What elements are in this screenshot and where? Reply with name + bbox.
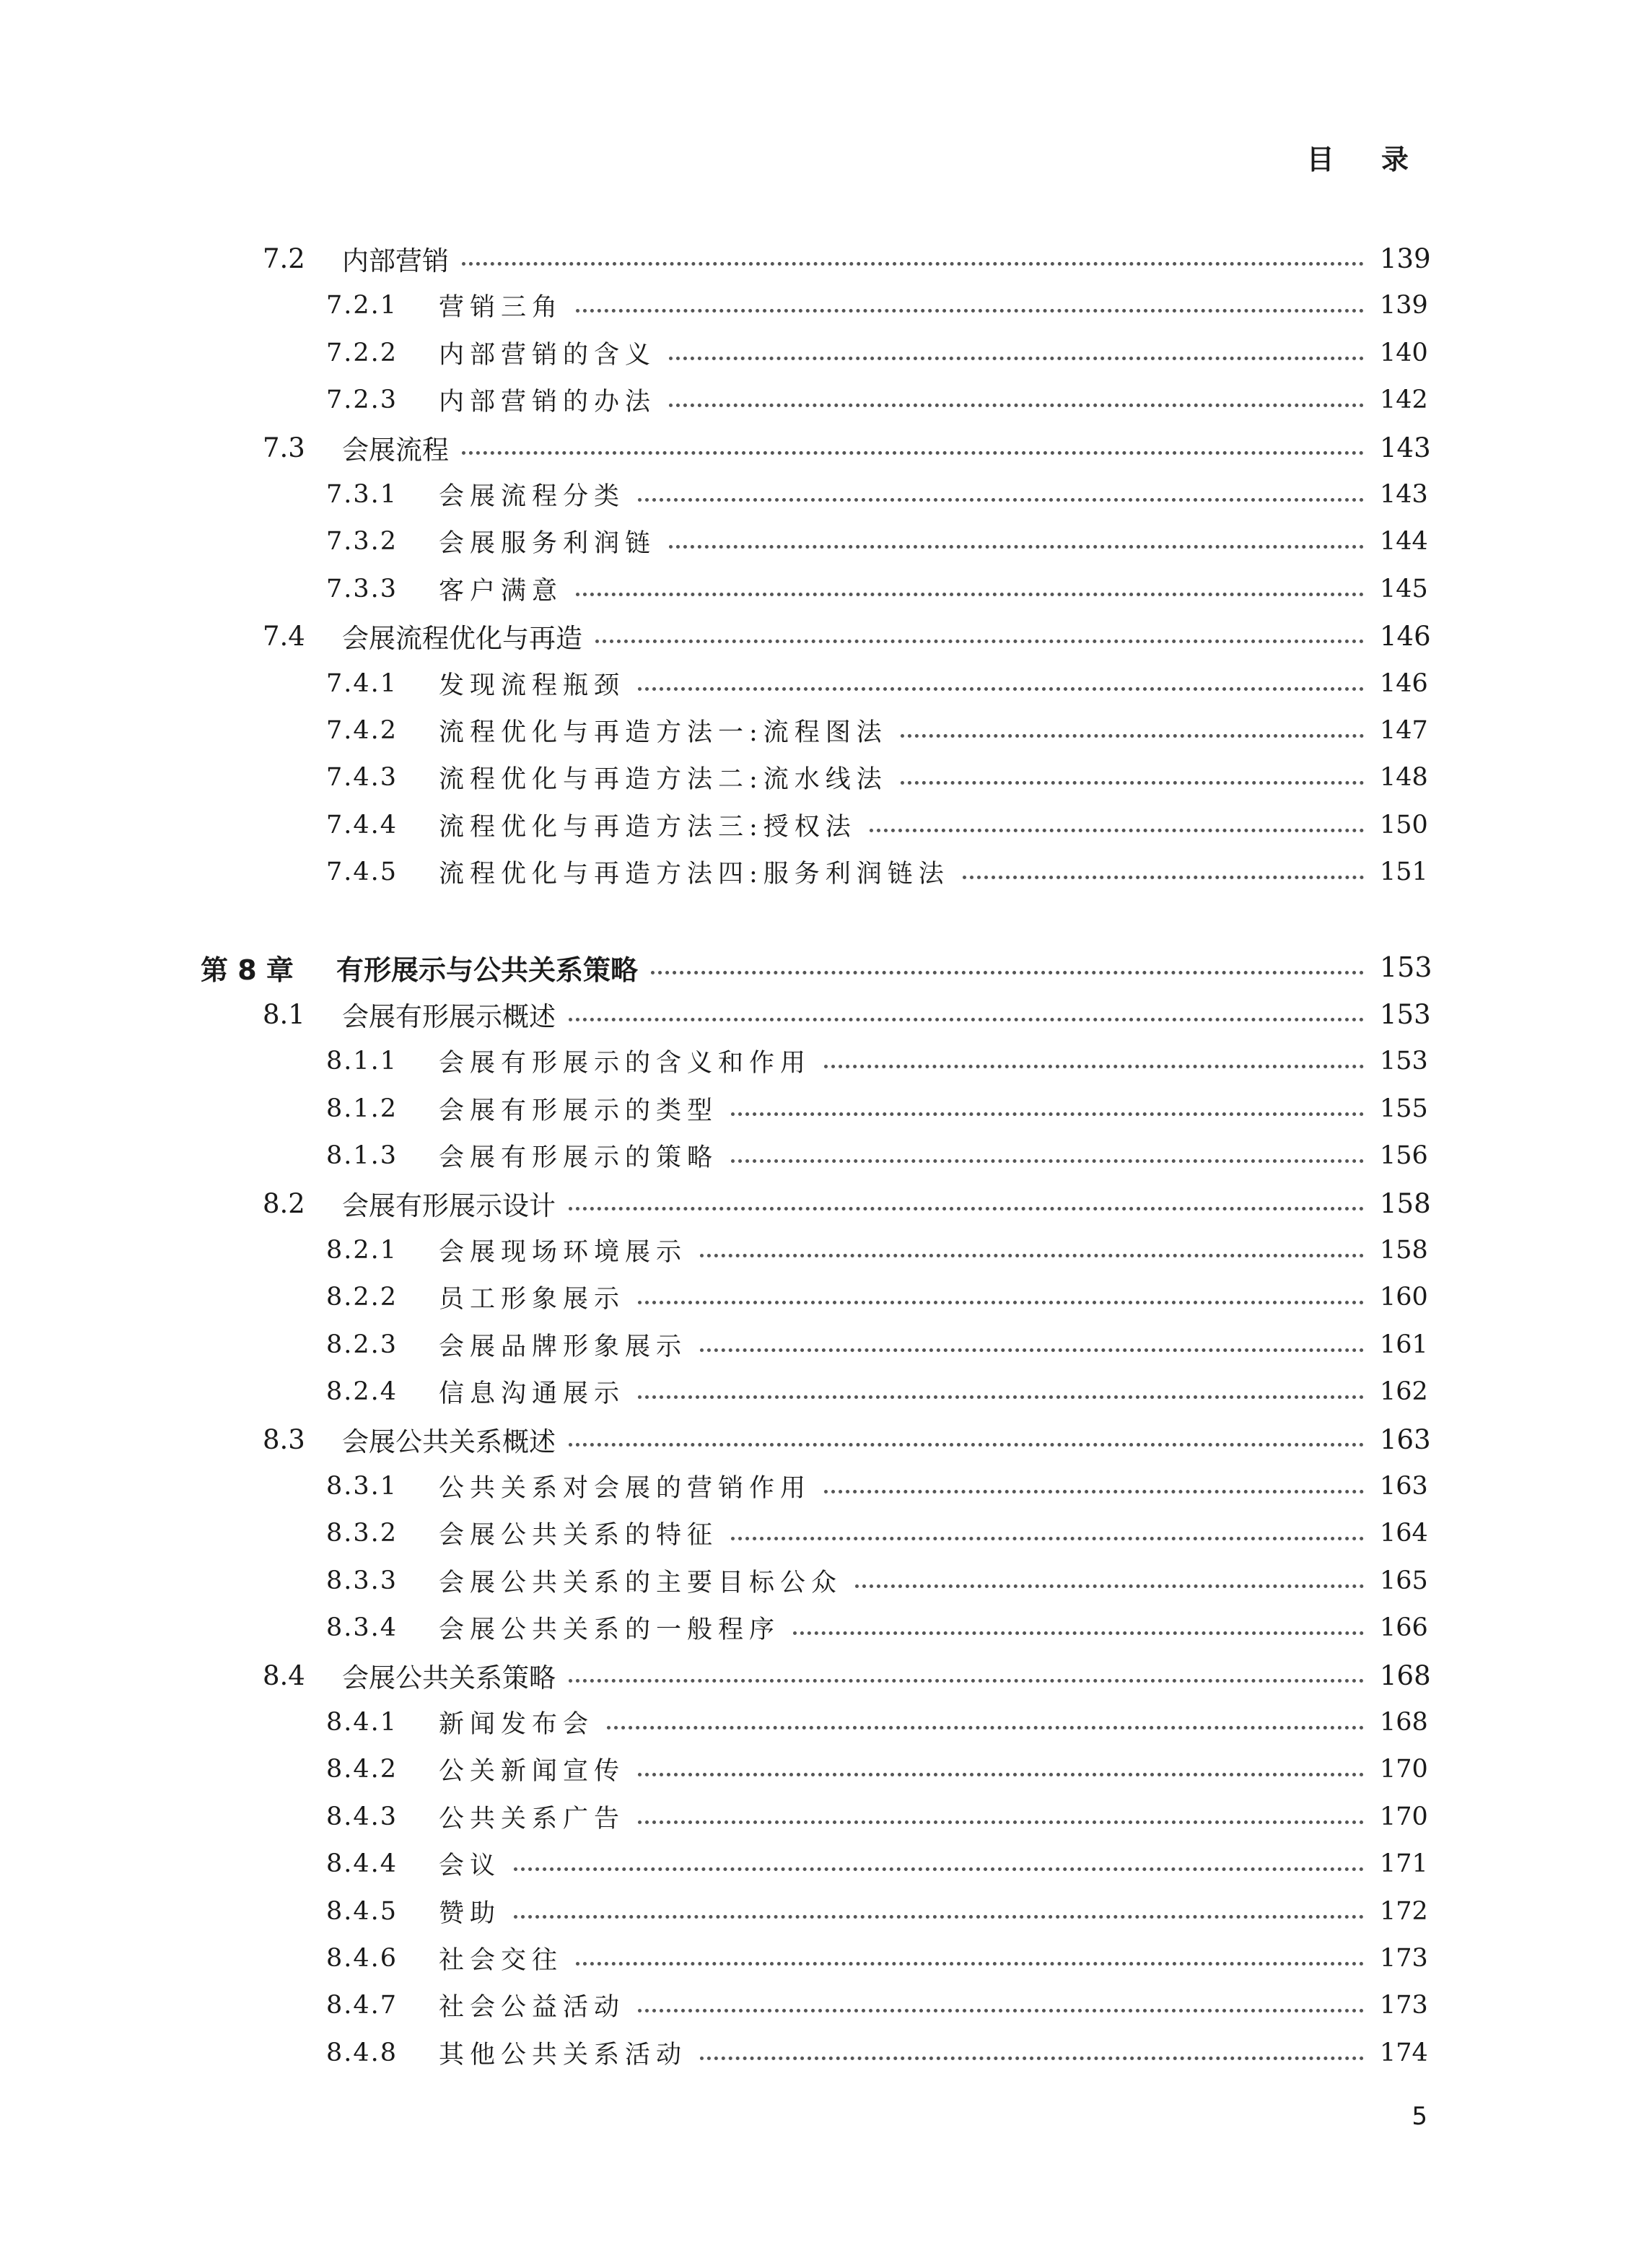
- toc-entry-number: 8.2.2: [326, 1283, 398, 1312]
- toc-dot-leader: [595, 640, 1364, 643]
- toc-section-entry[interactable]: [0, 614, 1628, 658]
- toc-subsection-entry[interactable]: [0, 850, 1628, 894]
- toc-entry-number: 7.2.3: [326, 385, 398, 414]
- toc-dot-leader: [669, 404, 1364, 407]
- toc-entry-page: 142: [1380, 385, 1428, 414]
- toc-entry-number: 8.4.7: [326, 1991, 398, 2020]
- toc-entry-title: 会展有形展示的类型: [439, 1096, 719, 1125]
- toc-entry-title: 会展公共关系的主要目标公众: [439, 1569, 843, 1597]
- toc-subsection-entry[interactable]: [0, 1701, 1628, 1744]
- toc-subsection-entry[interactable]: [0, 1134, 1628, 1177]
- toc-entry-page: 143: [1380, 432, 1431, 463]
- toc-dot-leader: [901, 734, 1364, 738]
- toc-entry-page: 162: [1380, 1377, 1428, 1406]
- toc-entry-number: 8.3: [263, 1423, 305, 1455]
- toc-entry-number: 8.4.8: [326, 2038, 398, 2067]
- toc-entry-page: 146: [1380, 620, 1431, 652]
- toc-entry-page: 173: [1380, 1991, 1428, 2020]
- toc-entry-title: 流程优化与再造方法二:流水线法: [439, 765, 888, 794]
- toc-entry-page: 161: [1380, 1330, 1428, 1359]
- toc-entry-title: 会展现场环境展示: [439, 1238, 688, 1267]
- toc-entry-title: 其他公共关系活动: [439, 2041, 688, 2069]
- toc-dot-leader: [793, 1631, 1364, 1635]
- toc-entry-title: 会展有形展示的含义和作用: [439, 1049, 812, 1078]
- toc-entry-page: 158: [1380, 1236, 1428, 1265]
- toc-subsection-entry[interactable]: [0, 1748, 1628, 1791]
- toc-subsection-entry[interactable]: [0, 1370, 1628, 1413]
- toc-dot-leader: [731, 1112, 1364, 1116]
- toc-entry-title: 公共关系广告: [439, 1805, 626, 1833]
- toc-dot-leader: [569, 1207, 1364, 1211]
- toc-entry-page: 146: [1380, 669, 1428, 698]
- toc-subsection-entry[interactable]: [0, 1984, 1628, 2027]
- toc-entry-number: 8.1: [263, 998, 305, 1030]
- toc-entry-number: 8.1.2: [326, 1094, 398, 1123]
- toc-dot-leader: [576, 593, 1364, 596]
- toc-entry-title: 会展流程: [342, 435, 449, 466]
- toc-entry-page: 140: [1380, 339, 1428, 367]
- toc-entry-title: 流程优化与再造方法三:授权法: [439, 813, 857, 842]
- toc-entry-number: 7.4: [263, 620, 305, 652]
- toc-dot-leader: [700, 2057, 1364, 2060]
- toc-entry-title: 公关新闻宣传: [439, 1757, 626, 1786]
- toc-entry-page: 155: [1380, 1094, 1428, 1123]
- toc-subsection-entry[interactable]: [0, 1323, 1628, 1366]
- toc-entry-page: 151: [1380, 858, 1428, 886]
- toc-entry-number: 7.4.1: [326, 669, 398, 698]
- toc-section-entry[interactable]: [0, 1654, 1628, 1697]
- toc-entry-page: 150: [1380, 811, 1428, 839]
- toc-entry-number: 7.3: [263, 432, 305, 463]
- toc-entry-page: 153: [1380, 951, 1432, 983]
- toc-entry-title: 会展流程分类: [439, 482, 626, 511]
- toc-entry-page: 160: [1380, 1283, 1428, 1312]
- toc-entry-title: 内部营销的含义: [439, 341, 657, 370]
- toc-entry-page: 168: [1380, 1708, 1428, 1737]
- page-header-title: 目 录: [1306, 144, 1427, 175]
- toc-entry-title: 新闻发布会: [439, 1710, 595, 1739]
- toc-entry-page: 148: [1380, 763, 1428, 792]
- toc-dot-leader: [569, 1679, 1364, 1683]
- toc-entry-number: 8.4: [263, 1659, 305, 1691]
- toc-subsection-entry[interactable]: [0, 1087, 1628, 1130]
- toc-entry-page: 170: [1380, 1802, 1428, 1831]
- toc-entry-number: 8.3.4: [326, 1613, 398, 1642]
- toc-dot-leader: [638, 2009, 1364, 2012]
- toc-subsection-entry[interactable]: [0, 1559, 1628, 1602]
- toc-dot-leader: [462, 451, 1364, 455]
- toc-entry-number: 8.2: [263, 1187, 305, 1219]
- toc-subsection-entry[interactable]: [0, 709, 1628, 752]
- toc-entry-number: 8.2.1: [326, 1236, 398, 1265]
- toc-dot-leader: [638, 1820, 1364, 1824]
- toc-dot-leader: [569, 1018, 1364, 1021]
- toc-subsection-entry[interactable]: [0, 1606, 1628, 1649]
- toc-entry-page: 165: [1380, 1566, 1428, 1595]
- toc-subsection-entry[interactable]: [0, 520, 1628, 563]
- toc-entry-number: 8.4.5: [326, 1897, 398, 1926]
- toc-dot-leader: [870, 829, 1364, 832]
- toc-dot-leader: [638, 1395, 1364, 1399]
- toc-entry-page: 173: [1380, 1944, 1428, 1973]
- toc-entry-page: 145: [1380, 575, 1428, 603]
- toc-entry-page: 156: [1380, 1141, 1428, 1170]
- toc-dot-leader: [576, 309, 1364, 313]
- toc-entry-number: 7.3.1: [326, 480, 398, 509]
- toc-dot-leader: [514, 1915, 1364, 1919]
- toc-subsection-entry[interactable]: [0, 662, 1628, 705]
- toc-entry-number: 8.3.3: [326, 1566, 398, 1595]
- toc-entry-number: 8.4.6: [326, 1944, 398, 1973]
- toc-entry-title: 社会公益活动: [439, 1993, 626, 2022]
- toc-section-entry[interactable]: [0, 1418, 1628, 1461]
- toc-section-entry[interactable]: [0, 426, 1628, 469]
- toc-entry-title: 会展有形展示概述: [342, 1001, 556, 1032]
- toc-entry-page: 153: [1380, 998, 1431, 1030]
- toc-subsection-entry[interactable]: [0, 756, 1628, 799]
- toc-entry-title: 员工形象展示: [439, 1285, 626, 1314]
- toc-dot-leader: [462, 262, 1364, 266]
- toc-entry-number: 7.2: [263, 243, 305, 274]
- toc-entry-number: 7.2.2: [326, 339, 398, 367]
- toc-dot-leader: [824, 1490, 1364, 1493]
- toc-subsection-entry[interactable]: [0, 331, 1628, 375]
- toc-entry-title: 公共关系对会展的营销作用: [439, 1474, 812, 1503]
- toc-dot-leader: [576, 1962, 1364, 1966]
- toc-dot-leader: [731, 1159, 1364, 1163]
- toc-entry-title: 会议: [439, 1852, 502, 1880]
- toc-section-entry[interactable]: [0, 1182, 1628, 1225]
- toc-entry-number: 8.3.1: [326, 1472, 398, 1501]
- toc-entry-page: 170: [1380, 1755, 1428, 1784]
- toc-chapter-entry[interactable]: [0, 946, 1628, 989]
- toc-subsection-entry[interactable]: [0, 1842, 1628, 1885]
- toc-entry-page: 153: [1380, 1047, 1428, 1076]
- toc-subsection-entry[interactable]: [0, 1890, 1628, 1933]
- toc-entry-page: 172: [1380, 1897, 1428, 1926]
- toc-dot-leader: [700, 1348, 1364, 1352]
- toc-entry-title: 会展公共关系的特征: [439, 1521, 719, 1550]
- toc-subsection-entry[interactable]: [0, 473, 1628, 516]
- toc-entry-page: 158: [1380, 1187, 1431, 1219]
- toc-dot-leader: [607, 1726, 1364, 1730]
- toc-dot-leader: [855, 1584, 1364, 1588]
- toc-subsection-entry[interactable]: [0, 2031, 1628, 2075]
- toc-entry-title: 会展流程优化与再造: [342, 623, 582, 654]
- toc-entry-page: 143: [1380, 480, 1428, 509]
- toc-entry-title: 会展公共关系的一般程序: [439, 1615, 781, 1644]
- toc-entry-page: 144: [1380, 527, 1428, 556]
- toc-entry-title: 发现流程瓶颈: [439, 671, 626, 700]
- toc-subsection-entry[interactable]: [0, 284, 1628, 327]
- toc-entry-page: 163: [1380, 1472, 1428, 1501]
- toc-subsection-entry[interactable]: [0, 803, 1628, 847]
- toc-entry-number: 7.2.1: [326, 291, 398, 320]
- toc-dot-leader: [638, 687, 1364, 691]
- toc-entry-number: 7.4.5: [326, 858, 398, 886]
- toc-entry-title: 会展有形展示设计: [342, 1190, 556, 1221]
- toc-entry-title: 流程优化与再造方法一:流程图法: [439, 718, 888, 747]
- toc-dot-leader: [638, 1301, 1364, 1304]
- toc-entry-page: 139: [1380, 243, 1431, 274]
- toc-dot-leader: [514, 1867, 1364, 1871]
- toc-subsection-entry[interactable]: [0, 1937, 1628, 1980]
- toc-entry-page: 147: [1380, 716, 1428, 745]
- toc-entry-page: 166: [1380, 1613, 1428, 1642]
- toc-dot-leader: [731, 1537, 1364, 1540]
- toc-entry-title: 客户满意: [439, 577, 564, 606]
- toc-subsection-entry[interactable]: [0, 1275, 1628, 1319]
- toc-entry-title: 赞助: [439, 1899, 502, 1928]
- toc-entry-title: 社会交往: [439, 1946, 564, 1975]
- toc-entry-title: 会展服务利润链: [439, 529, 657, 558]
- toc-dot-leader: [963, 876, 1364, 879]
- toc-entry-title: 会展有形展示的策略: [439, 1143, 719, 1172]
- toc-entry-page: 139: [1380, 291, 1428, 320]
- toc-dot-leader: [824, 1065, 1364, 1068]
- toc-dot-leader: [638, 498, 1364, 502]
- toc-entry-number: 8.4.2: [326, 1755, 398, 1784]
- toc-subsection-entry[interactable]: [0, 567, 1628, 611]
- toc-subsection-entry[interactable]: [0, 1512, 1628, 1555]
- toc-entry-page: 171: [1380, 1849, 1428, 1878]
- toc-entry-title: 流程优化与再造方法四:服务利润链法: [439, 860, 950, 889]
- toc-entry-number: 8.3.2: [326, 1519, 398, 1548]
- toc-entry-number: 8.1.3: [326, 1141, 398, 1170]
- toc-subsection-entry[interactable]: [0, 1465, 1628, 1508]
- toc-entry-title: 营销三角: [439, 293, 564, 322]
- toc-entry-page: 174: [1380, 2038, 1428, 2067]
- toc-entry-title: 会展公共关系策略: [342, 1662, 556, 1693]
- toc-entry-number: 第 8 章: [201, 954, 294, 986]
- toc-entry-number: 7.4.3: [326, 763, 398, 792]
- toc-entry-title: 内部营销: [342, 245, 449, 276]
- toc-section-entry[interactable]: [0, 993, 1628, 1036]
- toc-entry-number: 8.4.4: [326, 1849, 398, 1878]
- toc-entry-number: 8.2.4: [326, 1377, 398, 1406]
- toc-dot-leader: [669, 545, 1364, 549]
- toc-entry-title: 内部营销的办法: [439, 388, 657, 416]
- toc-entry-title: 信息沟通展示: [439, 1379, 626, 1408]
- toc-entry-number: 8.2.3: [326, 1330, 398, 1359]
- toc-entry-page: 164: [1380, 1519, 1428, 1548]
- toc-subsection-entry[interactable]: [0, 1039, 1628, 1083]
- toc-entry-number: 8.4.1: [326, 1708, 398, 1737]
- toc-entry-title: 有形展示与公共关系策略: [336, 954, 639, 986]
- toc-entry-number: 7.4.2: [326, 716, 398, 745]
- toc-entry-page: 168: [1380, 1659, 1431, 1691]
- toc-subsection-entry[interactable]: [0, 1229, 1628, 1272]
- toc-entry-number: 8.4.3: [326, 1802, 398, 1831]
- toc-entry-number: 8.1.1: [326, 1047, 398, 1076]
- toc-dot-leader: [700, 1254, 1364, 1257]
- toc-entry-page: 163: [1380, 1423, 1431, 1455]
- toc-dot-leader: [901, 781, 1364, 785]
- toc-entry-number: 7.3.2: [326, 527, 398, 556]
- toc-dot-leader: [638, 1773, 1364, 1776]
- toc-subsection-entry[interactable]: [0, 378, 1628, 422]
- toc-entry-number: 7.4.4: [326, 811, 398, 839]
- toc-entry-number: 7.3.3: [326, 575, 398, 603]
- toc-dot-leader: [669, 357, 1364, 360]
- toc-entry-title: 会展公共关系概述: [342, 1426, 556, 1457]
- toc-dot-leader: [569, 1443, 1364, 1447]
- toc-entry-title: 会展品牌形象展示: [439, 1333, 688, 1361]
- page-number: 5: [1412, 2102, 1427, 2131]
- toc-dot-leader: [651, 971, 1364, 974]
- toc-subsection-entry[interactable]: [0, 1795, 1628, 1839]
- toc-section-entry[interactable]: [0, 237, 1628, 280]
